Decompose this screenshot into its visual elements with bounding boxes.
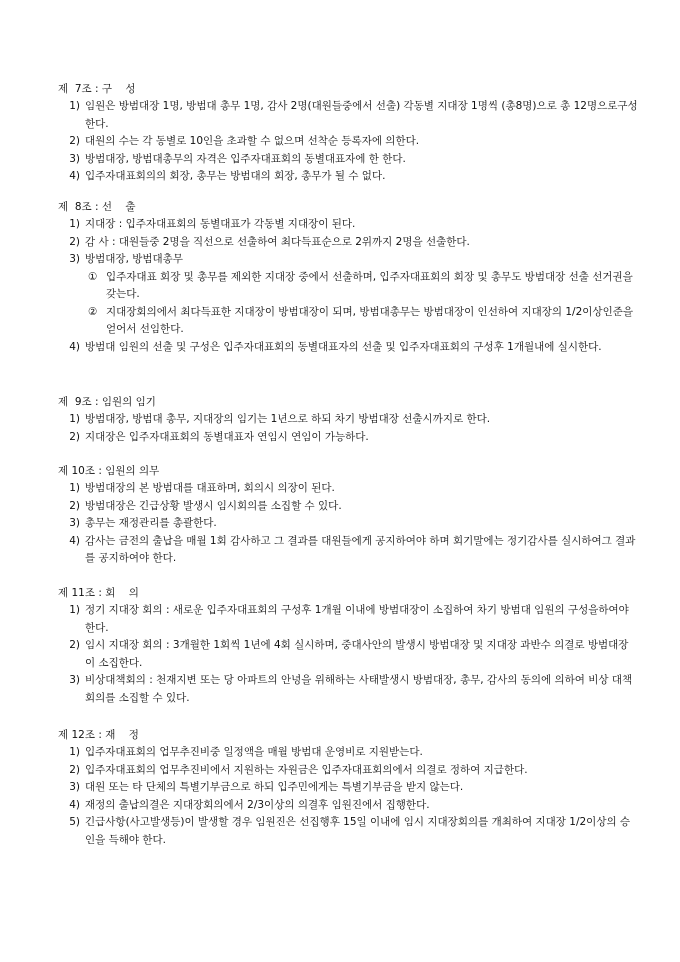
sub-list-item — [58, 269, 638, 304]
article-8 — [58, 198, 638, 356]
item-text: 방범대장, 방범대총무 — [85, 253, 183, 265]
item-number: ① — [88, 270, 98, 283]
list-item — [58, 234, 638, 252]
item-number: 3) — [69, 781, 80, 793]
list-item — [58, 411, 638, 429]
item-number: 3) — [69, 152, 80, 165]
article-heading: 제 7조 : 구 성 — [58, 83, 136, 95]
item-number: 4) — [69, 170, 80, 182]
article-9 — [58, 393, 638, 446]
list-item — [58, 151, 638, 169]
item-number: 3) — [69, 517, 80, 529]
list-item — [58, 251, 638, 269]
list-item — [58, 339, 638, 357]
item-number: 1) — [69, 413, 80, 425]
item-text: 지대장 : 입주자대표회의 동별대표가 각동별 지대장이 된다. — [85, 218, 356, 230]
item-text: 입주자대표회의 업무추진비에서 지원하는 자원금은 입주자대표회의에서 의결로 정하여 지급한다. — [85, 763, 528, 776]
item-number: 4) — [69, 798, 80, 811]
list-item — [58, 797, 638, 815]
list-item — [58, 98, 638, 133]
item-text: 재정의 출납의결은 지대장회의에서 2/3이상의 의결후 임원진에서 집행한다. — [85, 798, 430, 811]
list-item — [58, 133, 638, 151]
article-7 — [58, 80, 638, 186]
item-text: 입주자대표회의 업무추진비중 일정액을 매월 방범대 운영비로 지원받는다. — [85, 746, 423, 758]
item-number: 2) — [69, 639, 80, 651]
item-number: 2) — [69, 763, 80, 776]
item-number: 1) — [69, 746, 80, 758]
item-number: 3) — [69, 253, 80, 265]
item-text: 대원의 수는 각 동별로 10인을 초과할 수 없으며 선착순 등록자에 의한다. — [85, 135, 420, 147]
item-text: 지대장은 입주자대표회의 동별대표자 연임시 연임이 가능하다. — [85, 430, 369, 443]
item-text: 방범대장의 본 방범대를 대표하며, 회의시 의장이 된다. — [85, 482, 335, 494]
item-number: 1) — [69, 100, 80, 112]
list-item — [58, 429, 638, 447]
item-text: 방범대장은 긴급상황 발생시 임시회의를 소집할 수 있다. — [85, 499, 342, 512]
item-text: 입주자대표회의의 회장, 총무는 방범대의 회장, 총무가 될 수 없다. — [85, 170, 386, 182]
list-item — [58, 168, 638, 186]
sub-list-item — [58, 304, 638, 339]
list-item — [58, 744, 638, 762]
list-item — [58, 216, 638, 234]
list-item — [58, 498, 638, 516]
item-number: 3) — [69, 674, 80, 686]
article-heading: 제 9조 : 임원의 임기 — [58, 396, 156, 408]
item-text: 비상대책회의 : 천재지변 또는 당 아파트의 안녕을 위해하는 사태발생시 방범대장, 총무, 감사의 동의에 의하여 비상 대책회의를 소집할 수 있다. — [85, 674, 633, 704]
article-heading: 제 10조 : 임원의 의무 — [58, 465, 160, 477]
article-12 — [58, 726, 638, 849]
item-text: 감 사 : 대원들중 2명을 직선으로 선출하여 최다득표순으로 2위까지 2명을 선출한다. — [85, 235, 470, 248]
article-heading: 제 12조 : 재 정 — [58, 729, 139, 741]
article-heading: 제 8조 : 선 출 — [58, 201, 136, 213]
item-number: 2) — [69, 235, 80, 248]
item-text: 긴급사항(사고발생등)이 발생할 경우 임원진은 선집행후 15일 이내에 임시 지대장회의를 개최하여 지대장 1/2이상의 승인을 득해야 한다. — [85, 816, 631, 846]
list-item — [58, 533, 638, 568]
list-item — [58, 480, 638, 498]
article-11 — [58, 584, 638, 707]
item-number: 2) — [69, 499, 80, 512]
item-number: 4) — [69, 534, 80, 547]
item-number: 2) — [69, 430, 80, 443]
item-number: 2) — [69, 135, 80, 147]
item-number: 1) — [69, 482, 80, 494]
item-text: 정기 지대장 회의 : 새로운 입주자대표회의 구성후 1개월 이내에 방범대장이 소집하여 차기 방범대 임원의 구성을하여야 한다. — [85, 604, 629, 634]
list-item — [58, 672, 638, 707]
article-heading: 제 11조 : 회 의 — [58, 587, 139, 599]
item-text: 대원 또는 타 단체의 특별기부금으로 하되 입주민에게는 특별기부금을 받지 않는다. — [85, 781, 464, 793]
item-text: 임원은 방범대장 1명, 방범대 총무 1명, 감사 2명(대원들중에서 선출) 각동별 지대장 1명씩 (총8명)으로 총 12명으로구성한다. — [85, 100, 638, 130]
list-item — [58, 515, 638, 533]
item-number: 1) — [69, 604, 80, 616]
item-text: 지대장회의에서 최다득표한 지대장이 방범대장이 되며, 방범대총무는 방범대장이 인선하여 지대장의 1/2이상인준을 얻어서 선임한다. — [106, 305, 633, 335]
item-text: 방범대장, 방범대총무의 자격은 입주자대표회의 동별대표자에 한 한다. — [85, 152, 406, 165]
list-item — [58, 762, 638, 780]
item-number: 1) — [69, 218, 80, 230]
item-number: ② — [88, 305, 98, 318]
list-item — [58, 637, 638, 672]
article-10 — [58, 462, 638, 568]
item-number: 4) — [69, 340, 80, 353]
item-text: 방범대장, 방범대 총무, 지대장의 임기는 1년으로 하되 차기 방범대장 선출시까지로 한다. — [85, 413, 491, 425]
list-item — [58, 814, 638, 849]
item-text: 임시 지대장 회의 : 3개월한 1회씩 1년에 4회 실시하며, 중대사안의 발생시 방범대장 및 지대장 과반수 의결로 방범대장이 소집한다. — [85, 639, 629, 669]
list-item — [58, 779, 638, 797]
item-number: 5) — [69, 816, 80, 828]
list-item — [58, 602, 638, 637]
item-text: 입주자대표 회장 및 총무를 제외한 지대장 중에서 선출하며, 입주자대표회의 회장 및 총무도 방범대장 선출 선거권을 갖는다. — [106, 270, 633, 300]
item-text: 감사는 금전의 출납을 매월 1회 감사하고 그 결과를 대원들에게 공지하여야 하며 회기말에는 정기감사를 실시하여그 결과를 공지하여야 한다. — [85, 534, 636, 564]
item-text: 총무는 재정관리를 총괄한다. — [85, 517, 217, 529]
item-text: 방범대 임원의 선출 및 구성은 입주자대표회의 동별대표자의 선출 및 입주자대표회의 구성후 1개월내에 실시한다. — [85, 340, 602, 353]
